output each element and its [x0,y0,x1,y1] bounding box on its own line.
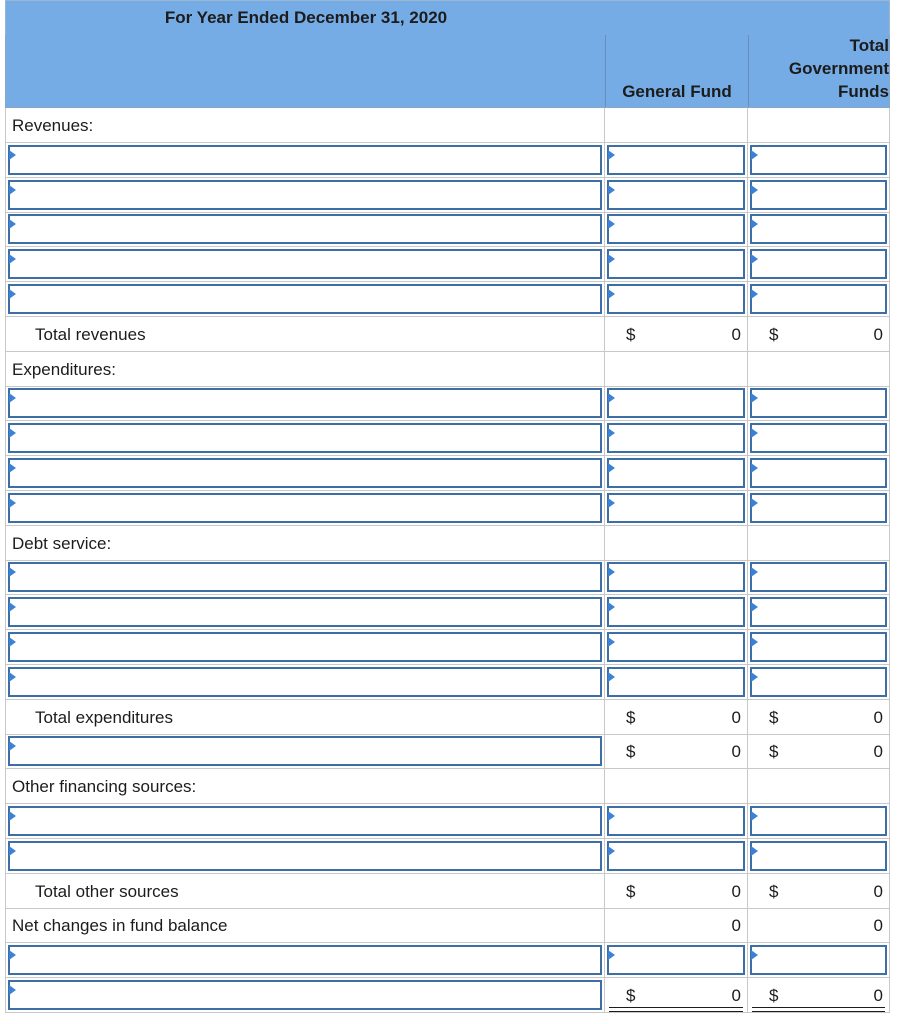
table-row [5,456,890,491]
label-cell [5,491,605,526]
general-fund-amount-input[interactable] [607,806,745,836]
label-cell [5,769,605,804]
table-row [5,282,890,317]
dropdown-arrow-icon [9,219,16,229]
label-cell [5,665,605,700]
total-funds-cell [748,386,890,421]
label-cell [5,943,605,978]
row-label: Total expenditures [35,707,173,727]
dropdown-arrow-icon [751,637,758,647]
account-name-dropdown[interactable] [8,145,602,175]
total-funds-value: 0 [873,916,883,936]
dropdown-arrow-icon [608,567,615,577]
row-label: Net changes in fund balance [12,916,228,936]
total-funds-cell [748,595,890,630]
total-funds-value: 0 [873,324,883,344]
dropdown-arrow-icon [9,150,16,160]
double-underline [752,1007,885,1012]
total-funds-value: 0 [873,881,883,901]
dollar-sign: $ [769,742,779,762]
total-funds-amount-input[interactable] [750,388,887,418]
general-fund-cell [605,734,748,769]
row-label: Debt service: [12,533,112,553]
table-row [5,769,890,804]
label-cell [5,178,605,213]
dropdown-arrow-icon [608,219,615,229]
total-funds-value: 0 [873,742,883,762]
general-fund-amount-input[interactable] [607,493,745,523]
general-fund-amount-input[interactable] [607,180,745,210]
label-cell [5,595,605,630]
row-label: Total revenues [35,324,146,344]
total-funds-cell [748,143,890,178]
general-fund-cell [605,212,748,247]
row-label: Total other sources [35,881,179,901]
table-row [5,630,890,665]
dollar-sign: $ [769,324,779,344]
label-cell [5,978,605,1013]
dropdown-arrow-icon [9,846,16,856]
total-funds-amount-input[interactable] [750,423,887,453]
dropdown-arrow-icon [751,254,758,264]
dropdown-arrow-icon [9,602,16,612]
account-name-dropdown[interactable] [8,388,602,418]
dropdown-arrow-icon [9,393,16,403]
dropdown-arrow-icon [9,463,16,473]
total-funds-amount-input[interactable] [750,249,887,279]
total-funds-amount-input[interactable] [750,562,887,592]
dropdown-arrow-icon [9,637,16,647]
label-cell [5,526,605,561]
dropdown-arrow-icon [751,150,758,160]
account-name-dropdown[interactable] [8,493,602,523]
label-cell [5,456,605,491]
total-funds-cell [748,978,890,1013]
dropdown-arrow-icon [608,672,615,682]
row-label: Revenues: [12,116,94,135]
general-fund-value: 0 [731,881,741,901]
dollar-sign: $ [626,881,636,901]
table-row [5,352,890,387]
dropdown-arrow-icon [608,254,615,264]
label-cell [5,247,605,282]
general-fund-header-label: General Fund [622,82,732,101]
dropdown-arrow-icon [9,985,16,995]
dropdown-arrow-icon [751,846,758,856]
total-government-funds-header [748,35,889,107]
double-underline [609,1007,743,1012]
total-funds-cell [748,178,890,213]
general-fund-amount-input[interactable] [607,388,745,418]
dropdown-arrow-icon [9,254,16,264]
dropdown-arrow-icon [608,811,615,821]
total-funds-cell [748,769,890,804]
total-funds-cell [748,700,890,735]
account-name-dropdown[interactable] [8,632,602,662]
general-fund-cell [605,352,748,387]
general-fund-cell [605,943,748,978]
general-fund-cell [605,317,748,352]
table-row [5,874,890,909]
total-funds-amount-input[interactable] [750,145,887,175]
table-row [5,595,890,630]
general-fund-cell [605,874,748,909]
dollar-sign: $ [769,881,779,901]
label-cell [5,421,605,456]
total-funds-value: 0 [873,707,883,727]
title-row [5,0,890,36]
table-row [5,526,890,561]
account-name-dropdown[interactable] [8,945,602,975]
dollar-sign: $ [626,324,636,344]
account-name-dropdown[interactable] [8,736,602,766]
dropdown-arrow-icon [608,498,615,508]
dropdown-arrow-icon [608,463,615,473]
table-row [5,665,890,700]
total-funds-cell [748,526,890,561]
general-fund-amount-input[interactable] [607,841,745,871]
dollar-sign: $ [769,707,779,727]
dropdown-arrow-icon [751,289,758,299]
account-name-dropdown[interactable] [8,841,602,871]
general-fund-cell [605,178,748,213]
table-row [5,700,890,735]
account-name-dropdown[interactable] [8,458,602,488]
total-funds-amount-input[interactable] [750,180,887,210]
label-cell [5,212,605,247]
account-name-dropdown[interactable] [8,562,602,592]
total-funds-amount-input[interactable] [750,284,887,314]
account-name-dropdown[interactable] [8,806,602,836]
general-fund-value: 0 [731,986,741,1005]
dropdown-arrow-icon [751,811,758,821]
dropdown-arrow-icon [608,150,615,160]
general-fund-amount-input[interactable] [607,249,745,279]
total-funds-cell [748,491,890,526]
total-funds-value: 0 [873,986,883,1005]
table-row [5,317,890,352]
general-fund-header [605,35,748,107]
general-fund-value: 0 [731,707,741,727]
dropdown-arrow-icon [608,393,615,403]
general-fund-cell [605,665,748,700]
total-funds-cell [748,874,890,909]
table-row [5,247,890,282]
general-fund-cell [605,526,748,561]
general-fund-value: 0 [731,324,741,344]
total-funds-amount-input[interactable] [750,806,887,836]
total-funds-amount-input[interactable] [750,458,887,488]
general-fund-cell [605,700,748,735]
table-row [5,421,890,456]
account-name-dropdown[interactable] [8,284,602,314]
dropdown-arrow-icon [751,567,758,577]
total-funds-amount-input[interactable] [750,632,887,662]
dropdown-arrow-icon [751,498,758,508]
label-cell [5,874,605,909]
dropdown-arrow-icon [608,602,615,612]
dropdown-arrow-icon [751,950,758,960]
dollar-sign: $ [626,707,636,727]
row-label: Other financing sources: [12,777,197,797]
account-name-dropdown[interactable] [8,214,602,244]
total-funds-amount-input[interactable] [750,667,887,697]
general-fund-cell [605,630,748,665]
total-header-line1: Total [849,36,889,55]
total-funds-cell [748,352,890,387]
label-cell [5,143,605,178]
dollar-sign: $ [769,986,779,1005]
table-row [5,560,890,595]
dropdown-arrow-icon [9,567,16,577]
dropdown-arrow-icon [751,602,758,612]
label-cell [5,352,605,387]
table-row [5,908,890,943]
dollar-sign: $ [626,986,636,1005]
dollar-sign: $ [626,742,636,762]
general-fund-amount-input[interactable] [607,632,745,662]
general-fund-cell [605,282,748,317]
dropdown-arrow-icon [608,846,615,856]
general-fund-cell [605,769,748,804]
general-fund-amount-input[interactable] [607,458,745,488]
general-fund-cell [605,456,748,491]
total-funds-cell [748,943,890,978]
label-cell [5,317,605,352]
total-funds-cell [748,804,890,839]
general-fund-amount-input[interactable] [607,145,745,175]
total-header-line2: Government [788,59,889,78]
general-fund-value: 0 [731,742,741,762]
period-title: For Year Ended December 31, 2020 [164,8,448,27]
general-fund-amount-input[interactable] [607,423,745,453]
total-funds-cell [748,908,890,943]
dropdown-arrow-icon [751,672,758,682]
total-funds-amount-input[interactable] [750,841,887,871]
account-name-dropdown[interactable] [8,180,602,210]
dropdown-arrow-icon [608,428,615,438]
table-row [5,178,890,213]
dropdown-arrow-icon [751,428,758,438]
label-cell [5,630,605,665]
general-fund-value: 0 [731,916,741,936]
dropdown-arrow-icon [608,289,615,299]
dropdown-arrow-icon [608,950,615,960]
general-fund-cell [605,108,748,143]
label-cell [5,282,605,317]
account-name-dropdown[interactable] [8,423,602,453]
label-cell [5,560,605,595]
general-fund-cell [605,804,748,839]
dropdown-arrow-icon [9,811,16,821]
total-funds-cell [748,212,890,247]
dropdown-arrow-icon [9,672,16,682]
general-fund-cell [605,908,748,943]
dropdown-arrow-icon [751,463,758,473]
label-cell [5,386,605,421]
total-funds-cell [748,630,890,665]
total-funds-cell [748,734,890,769]
dropdown-arrow-icon [751,219,758,229]
general-fund-amount-input[interactable] [607,214,745,244]
account-name-dropdown[interactable] [8,249,602,279]
general-fund-amount-input[interactable] [607,945,745,975]
label-cell [5,908,605,943]
dropdown-arrow-icon [9,185,16,195]
general-fund-cell [605,839,748,874]
column-header-row [5,35,890,108]
table-row [5,804,890,839]
label-cell [5,804,605,839]
dropdown-arrow-icon [9,428,16,438]
account-name-dropdown[interactable] [8,667,602,697]
general-fund-amount-input[interactable] [607,597,745,627]
table-row [5,734,890,769]
label-cell [5,700,605,735]
total-funds-amount-input[interactable] [750,493,887,523]
dropdown-arrow-icon [608,185,615,195]
total-funds-amount-input[interactable] [750,214,887,244]
dropdown-arrow-icon [608,637,615,647]
general-fund-amount-input[interactable] [607,284,745,314]
table-row [5,491,890,526]
dropdown-arrow-icon [9,498,16,508]
total-funds-cell [748,665,890,700]
total-funds-cell [748,317,890,352]
table-row [5,108,890,143]
general-fund-cell [605,143,748,178]
general-fund-cell [605,978,748,1013]
total-funds-cell [748,421,890,456]
total-funds-cell [748,282,890,317]
account-name-dropdown[interactable] [8,980,602,1010]
table-row [5,143,890,178]
total-header-line3: Funds [838,82,889,101]
dropdown-arrow-icon [9,950,16,960]
total-funds-cell [748,456,890,491]
dropdown-arrow-icon [9,741,16,751]
label-cell [5,839,605,874]
dropdown-arrow-icon [751,393,758,403]
table-row [5,212,890,247]
general-fund-cell [605,386,748,421]
total-funds-cell [748,839,890,874]
general-fund-amount-input[interactable] [607,562,745,592]
table-row [5,978,890,1013]
general-fund-cell [605,491,748,526]
general-fund-cell [605,595,748,630]
dropdown-arrow-icon [751,185,758,195]
total-funds-cell [748,247,890,282]
label-cell [5,108,605,143]
general-fund-amount-input[interactable] [607,667,745,697]
table-row [5,386,890,421]
table-row [5,839,890,874]
general-fund-cell [605,560,748,595]
total-funds-amount-input[interactable] [750,945,887,975]
table-row [5,943,890,978]
total-funds-amount-input[interactable] [750,597,887,627]
label-cell [5,734,605,769]
total-funds-cell [748,108,890,143]
account-name-dropdown[interactable] [8,597,602,627]
dropdown-arrow-icon [9,289,16,299]
total-funds-cell [748,560,890,595]
general-fund-cell [605,247,748,282]
row-label: Expenditures: [12,359,116,379]
general-fund-cell [605,421,748,456]
